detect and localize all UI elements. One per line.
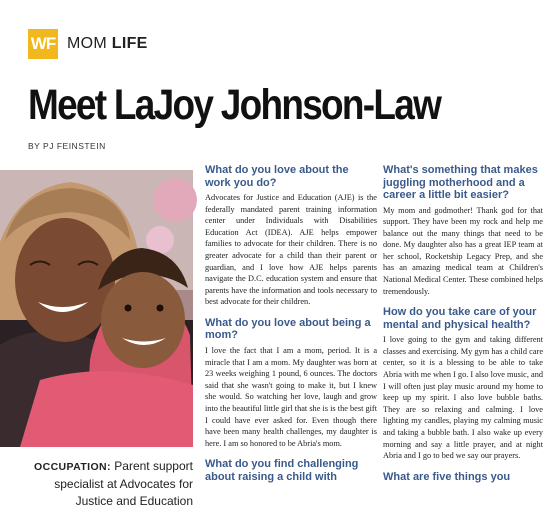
occupation-caption [10,458,193,510]
wf-logo: WF [28,29,58,59]
article-column-2 [383,164,543,486]
occupation-line-3: Justice and Education [75,494,193,508]
section-label-bold: LIFE [111,35,148,52]
occupation-label: OCCUPATION: [34,461,111,473]
question-heading: What do you find challenging about raising a child with [205,458,359,483]
answer-paragraph: Advocates for Justice and Education (AJE) is the federally mandated parent training information center under Individuals with Disabilities Education Act (IDEA). AJE helps empower families to advocate for their children. There is no greater advocate for a child than their parent or guardian, and I love how AJE helps parents navigate the D.C. education system and ensure that parents have the information and tools necessary to best advocate for their children. [205,193,377,307]
question-heading: What do you love about being a mom? [205,316,371,342]
answer-paragraph: I love going to the gym and taking different classes and exercising. My gym has a child care center, so it is a blessing to be able to take Abria with me when I go. I also love music, and I will often just play music around my home to keep up my spirit. I also love bubble baths. They are so relaxing and calming. I love lighting my candles, playing my calming music and taking a bubble bath. I also wake up every morning and say a little prayer, and at night Abria and I go to bed we say our prayers. [383,335,543,461]
article-column-1 [205,164,377,486]
mother-daughter-photo [0,170,193,447]
question-heading: How do you take care of your mental and physical health? [383,306,537,331]
question-heading: What do you love about the work you do? [205,164,349,189]
question-heading: What are five things you [383,470,511,483]
answer-paragraph: My mom and godmother! Thank god for that support. They have been my rock and help me balance out the many things that need to be done. My daughter also has a great IEP team at her school, Rocketship Legacy Prep, and she has an amazing medical team at Children's National Medical Center. These combined helps tremendously. [383,205,543,296]
byline: BY PJ FEINSTEIN [28,141,106,151]
article-headline: Meet LaJoy Johnson-Law [28,81,441,129]
occupation-line-1: Parent support [110,459,193,473]
question-heading: What's something that makes juggling motherhood and a career a little bit easier? [383,164,538,201]
section-label [67,35,148,53]
occupation-line-2: specialist at Advocates for [54,477,193,491]
magazine-header [28,28,148,60]
answer-paragraph: I love the fact that I am a mom, period. It is a miracle that I am a mom. My daughter was born at 23 weeks weighing 1 pound, 6 ounces. The doctors said that she wasn't going to make it, but I knew she would. So watching her love, laugh and grow into the beautiful little girl that she is is the best gift I could have ever asked for. Even though there have been many health challenges, my daughter is here. I am so honored to be Abria's mom. [205,345,377,448]
section-label-prefix: MOM [67,35,112,52]
